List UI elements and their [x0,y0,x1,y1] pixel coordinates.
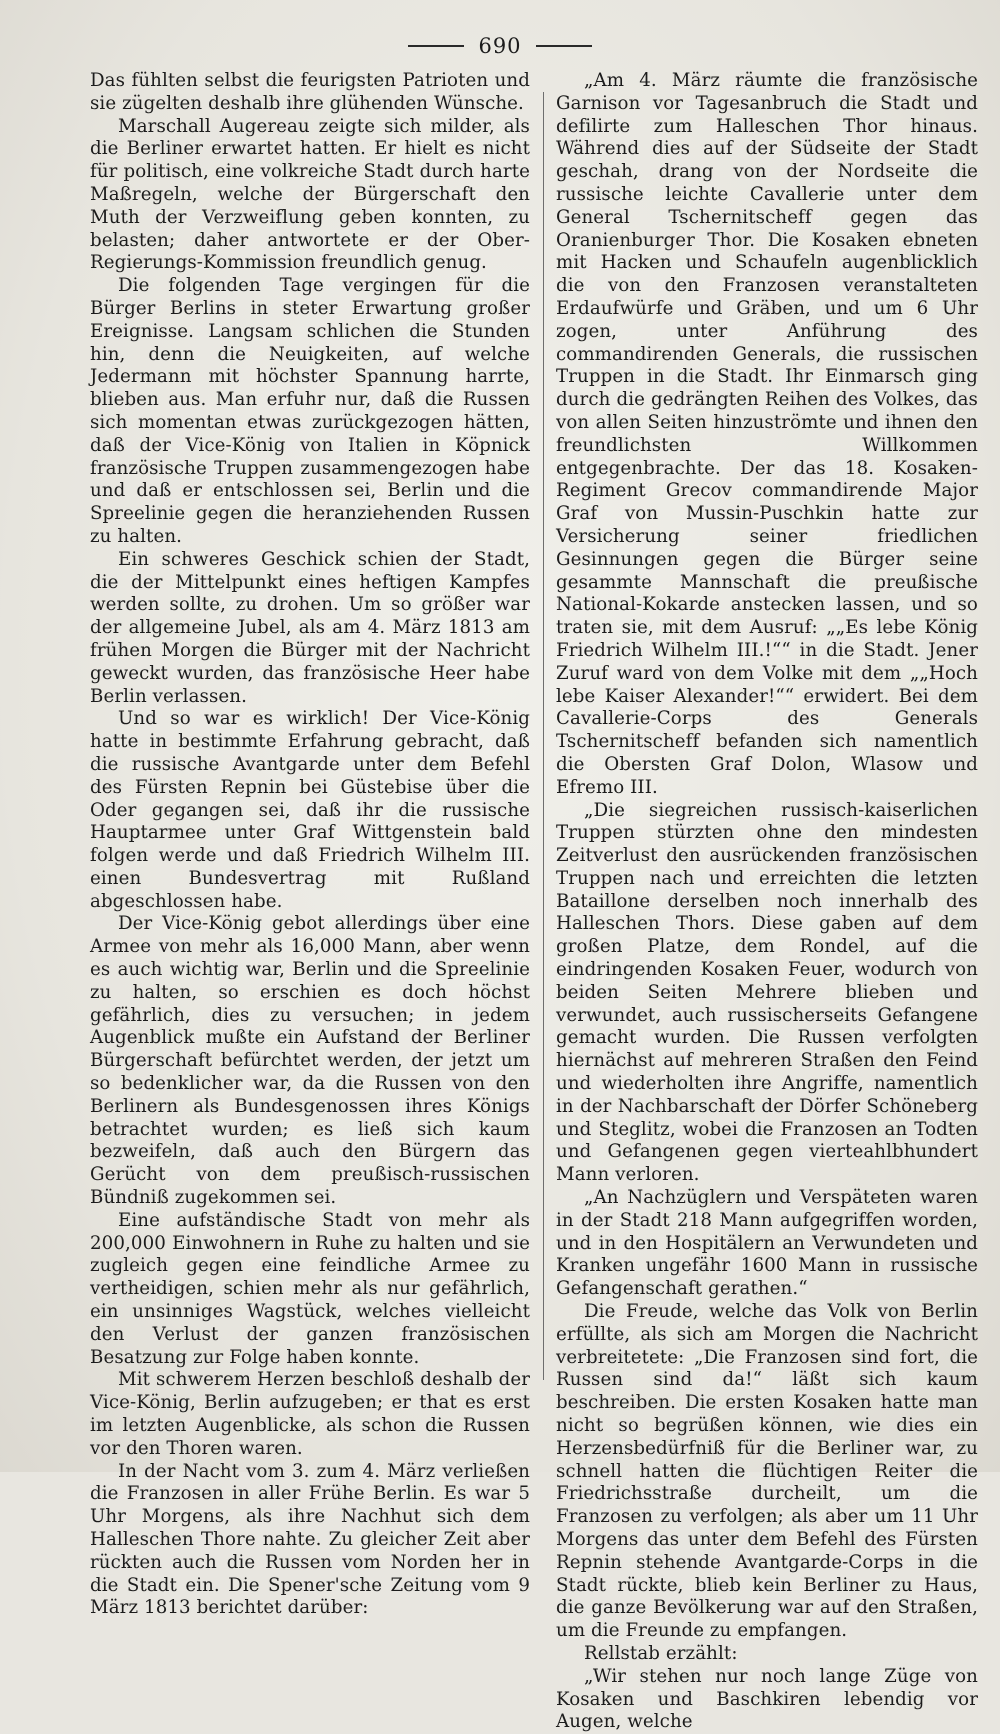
paragraph: Das fühlten selbst die feurigsten Patrioten und sie zügelten deshalb ihre glühenden Wünsche. [90,70,530,114]
left-column [90,70,530,1620]
paragraph: „Am 4. März räumte die französische Garnison vor Tagesanbruch die Stadt und defilirte zum Halleschen Thor hinaus. Während dies auf der Südseite der Stadt geschah, drang von der Nordseite die russische leichte Cavallerie unter dem General Tschernitscheff gegen das Oranienburger Thor. Die Kosaken ebneten mit Hacken und Schaufeln augenblicklich die von den Franzosen veranstalteten Erdaufwürfe und Gräben, und um 6 Uhr zogen, unter Anführung des commandirenden Generals, die russischen Truppen in die Stadt. Ihr Einmarsch ging durch die gedrängten Reihen des Volkes, das von allen Seiten hinzuströmte und ihnen den freundlichsten Willkommen entgegenbrachte. Der das 18. Kosaken-Regiment Grecov commandirende Major Graf von Mussin-Puschkin hatte zur Versicherung seiner friedlichen Gesinnungen gegen die Bürger seine gesammte Mannschaft die preußische National-Kokarde anstecken lassen, und so traten sie, mit dem Ausruf: „„Es lebe König Friedrich Wilhelm III.!““ in die Stadt. Jener Zuruf ward von dem Volke mit dem „„Hoch lebe Kaiser Alexander!““ erwidert. Bei dem Cavallerie-Corps des Generals Tschernitscheff befanden sich namentlich die Obersten Graf Dolon, Wlasow und Efremo III. [556,70,978,798]
paragraph: Die Freude, welche das Volk von Berlin erfüllte, als sich am Morgen die Nachricht verbreitetete: „Die Franzosen sind fort, die Russen sind da!“ läßt sich kaum beschreiben. Die ersten Kosaken hatte man nicht so begrüßen können, wie dies ein Herzensbedürfniß für die Berliner war, zu schnell hatten die flüchtigen Reiter die Friedrichsstraße durcheilt, um die Franzosen zu verfolgen; als aber um 11 Uhr Morgens das unter dem Befehl des Fürsten Repnin stehende Avantgarde-Corps in die Stadt rückte, blieb kein Berliner zu Haus, die ganze Bevölkerung war auf den Straßen, um die Freunde zu empfangen. [556,1301,978,1642]
right-column [556,70,978,1734]
paragraph: „Wir stehen nur noch lange Züge von Kosaken und Baschkiren lebendig vor Augen, welche [556,1665,978,1733]
paragraph: Ein schweres Geschick schien der Stadt, die der Mittelpunkt eines heftigen Kampfes werden sollte, zu drohen. Um so größer war der allgemeine Jubel, als am 4. März 1813 am frühen Morgen die Bürger mit der Nachricht geweckt wurden, das französische Heer habe Berlin verlassen. [90,548,530,707]
paragraph: Die folgenden Tage vergingen für die Bürger Berlins in steter Erwartung großer Ereignisse. Langsam schlichen die Stunden hin, denn die Neuigkeiten, auf welche Jedermann mit höchster Spannung harrte, blieben aus. Man erfuhr nur, daß die Russen sich momentan etwas zurückgezogen hätten, daß der Vice-König von Italien in Köpnick französische Truppen zusammengezogen habe und daß er entschlossen sei, Berlin und die Spreelinie gegen die heranziehenden Russen zu halten. [90,275,530,547]
page-number: 690 [478,34,522,58]
paragraph: „Die siegreichen russisch-kaiserlichen Truppen stürzten ohne den mindesten Zeitverlust den ausrückenden französischen Truppen nach und erreichten die letzten Bataillone derselben noch innerhalb des Halleschen Thors. Diese gaben auf dem großen Platze, dem Rondel, auf die eindringenden Kosaken Feuer, wodurch von beiden Seiten Mehrere blieben und verwundet, auch russischerseits Gefangene gemacht wurden. Die Russen verfolgten hiernächst auf mehreren Straßen den Feind und wiederholten ihre Angriffe, namentlich in der Nachbarschaft der Dörfer Schöneberg und Steglitz, wobei die Franzosen an Todten und Gefangenen gegen vierteahlbhundert Mann verloren. [556,799,978,1186]
paragraph: Eine aufständische Stadt von mehr als 200,000 Einwohnern in Ruhe zu halten und sie zugleich gegen eine feindliche Armee zu vertheidigen, schien mehr als nur gefährlich, ein unsinniges Wagstück, welches vielleicht den Verlust der ganzen französischen Besatzung zur Folge haben konnte. [90,1209,530,1368]
paragraph: Rellstab erzählt: [584,1642,738,1664]
header-rule-left [408,45,464,47]
paragraph: Der Vice-König gebot allerdings über eine Armee von mehr als 16,000 Mann, aber wenn es auch wichtig war, Berlin und die Spreelinie zu halten, so erschien es doch höchst gefährlich, dies zu versuchen; in jedem Augenblick mußte ein Aufstand der Berliner Bürgerschaft befürchtet werden, der jetzt um so bedenklicher war, da die Russen von den Berlinern als Bundesgenossen ihres Königs betrachtet wurden; es ließ sich kaum bezweifeln, daß auch den Bürgern das Gerücht von dem preußisch-russischen Bündniß zugekommen sei. [90,913,530,1209]
paragraph: Mit schwerem Herzen beschloß deshalb der Vice-König, Berlin aufzugeben; er that es erst im letzten Augenblicke, als schon die Russen vor den Thoren waren. [90,1369,530,1459]
paragraph: Und so war es wirklich! Der Vice-König hatte in bestimmte Erfahrung gebracht, daß die russische Avantgarde unter dem Befehl des Fürsten Repnin bei Güstebise über die Oder gegangen sei, daß ihr die russische Hauptarmee unter Graf Wittgenstein bald folgen werde und daß Friedrich Wilhelm III. einen Bundesvertrag mit Rußland abgeschlossen habe. [90,708,530,912]
page-header [0,28,1000,64]
paragraph: In der Nacht vom 3. zum 4. März verließen die Franzosen in aller Frühe Berlin. Es war 5 Uhr Morgens, als ihre Nachhut sich dem Halleschen Thore nahte. Zu gleicher Zeit aber rückten auch die Russen vom Norden her in die Stadt ein. Die Spener'sche Zeitung vom 9 März 1813 berichtet darüber: [90,1460,530,1619]
header-rule-right [536,45,592,47]
paragraph: „An Nachzüglern und Verspäteten waren in der Stadt 218 Mann aufgegriffen worden, und in den Hospitälern an Verwundeten und Kranken ungefähr 1600 Mann in russische Gefangenschaft gerathen.“ [556,1187,978,1300]
column-divider [543,92,544,1380]
paragraph: Marschall Augereau zeigte sich milder, als die Berliner erwartet hatten. Er hielt es nicht für politisch, eine volkreiche Stadt durch harte Maßregeln, welche der Bürgerschaft den Muth der Verzweiflung geben konnten, zu belasten; daher antwortete er der Ober-Regierungs-Kommission freundlich genug. [90,115,530,274]
